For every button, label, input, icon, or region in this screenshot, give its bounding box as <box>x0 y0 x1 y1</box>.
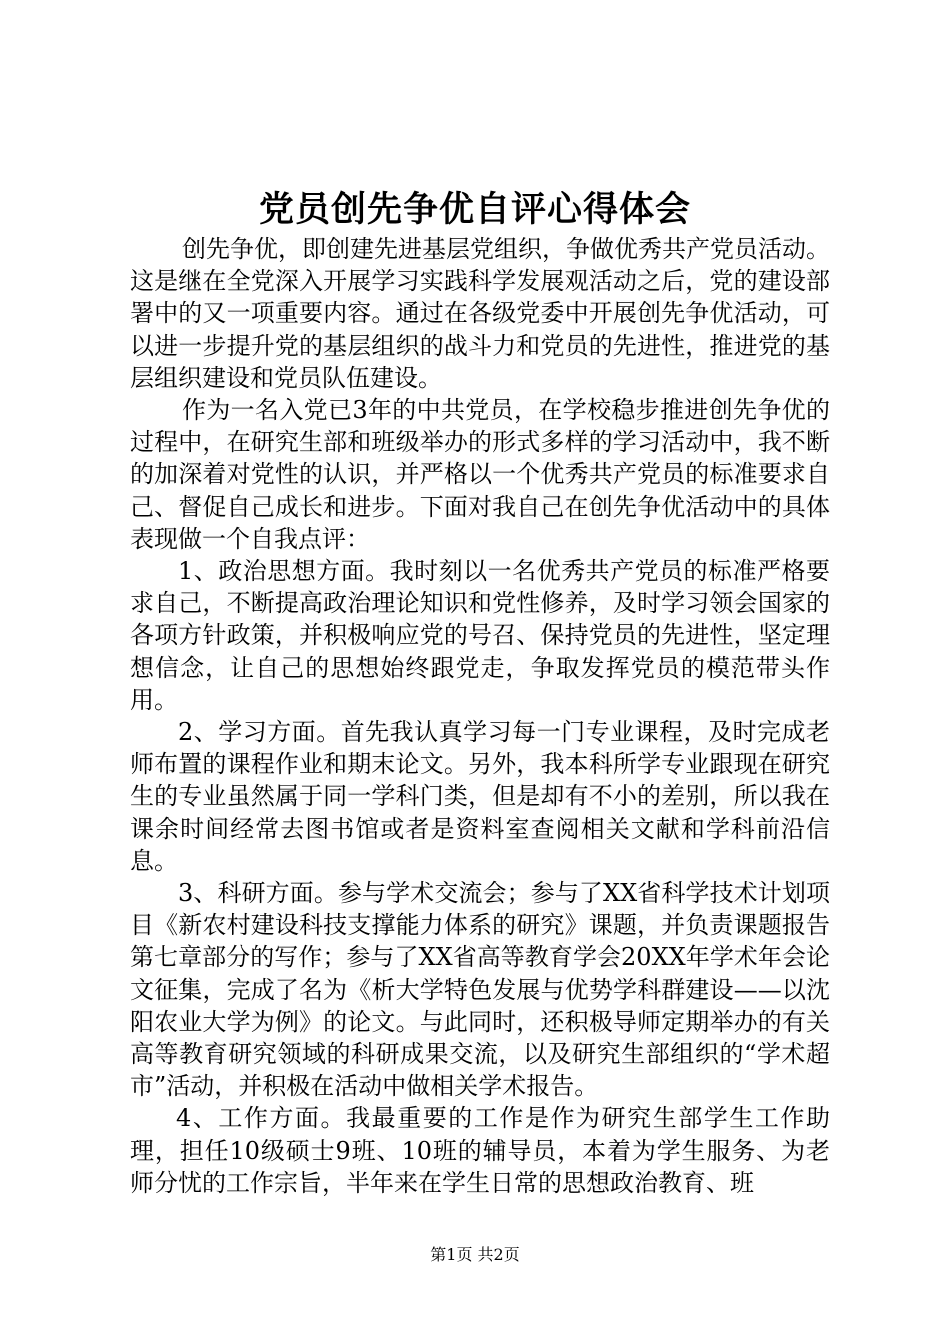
paragraph-work: 4、工作方面。我最重要的工作是作为研究生部学生工作助理，担任10级硕士9班、10班的辅导员，本着为学生服务、为老师分忧的工作宗旨，半年来在学生日常的思想政治教育、班 <box>130 1104 830 1197</box>
page-footer: 第1页 共2页 <box>430 1245 520 1264</box>
paragraph-political-thought: 1、政治思想方面。我时刻以一名优秀共产党员的标准严格要求自己，不断提高政治理论知识和党性修养，及时学习领会国家的各项方针政策，并积极响应党的号召、保持党员的先进性，坚定理想信念，让自己的思想始终跟党走，争取发挥党员的模范带头作用。 <box>130 557 830 714</box>
paragraph-intro: 创先争优，即创建先进基层党组织，争做优秀共产党员活动。这是继在全党深入开展学习实践科学发展观活动之后，党的建设部署中的又一项重要内容。通过在各级党委中开展创先争优活动，可以进一步提升党的基层组织的战斗力和党员的先进性，推进党的基层组织建设和党员队伍建设。 <box>130 235 830 392</box>
document-title: 党员创先争优自评心得体会 <box>258 189 691 230</box>
paragraph-study: 2、学习方面。首先我认真学习每一门专业课程，及时完成老师布置的课程作业和期末论文。另外，我本科所学专业跟现在研究生的专业虽然属于同一学科门类，但是却有不小的差别，所以我在课余时间经常去图书馆或者是资料室查阅相关文献和学科前沿信息。 <box>130 718 830 875</box>
document-body <box>130 233 830 1199</box>
paragraph-research: 3、科研方面。参与学术交流会；参与了XX省科学技术计划项目《新农村建设科技支撑能力体系的研究》课题，并负责课题报告第七章部分的写作；参与了XX省高等教育学会20XX年学术年会论文征集，完成了名为《析大学特色发展与优势学科群建设——以沈阳农业大学为例》的论文。与此同时，还积极导师定期举办的有关高等教育研究领域的科研成果交流，以及研究生部组织的“学术超市”活动，并积极在活动中做相关学术报告。 <box>130 879 830 1101</box>
paragraph-self-intro: 作为一名入党已3年的中共党员，在学校稳步推进创先争优的过程中，在研究生部和班级举办的形式多样的学习活动中，我不断的加深着对党性的认识，并严格以一个优秀共产党员的标准要求自己、督促自己成长和进步。下面对我自己在创先争优活动中的具体表现做一个自我点评： <box>130 396 830 553</box>
